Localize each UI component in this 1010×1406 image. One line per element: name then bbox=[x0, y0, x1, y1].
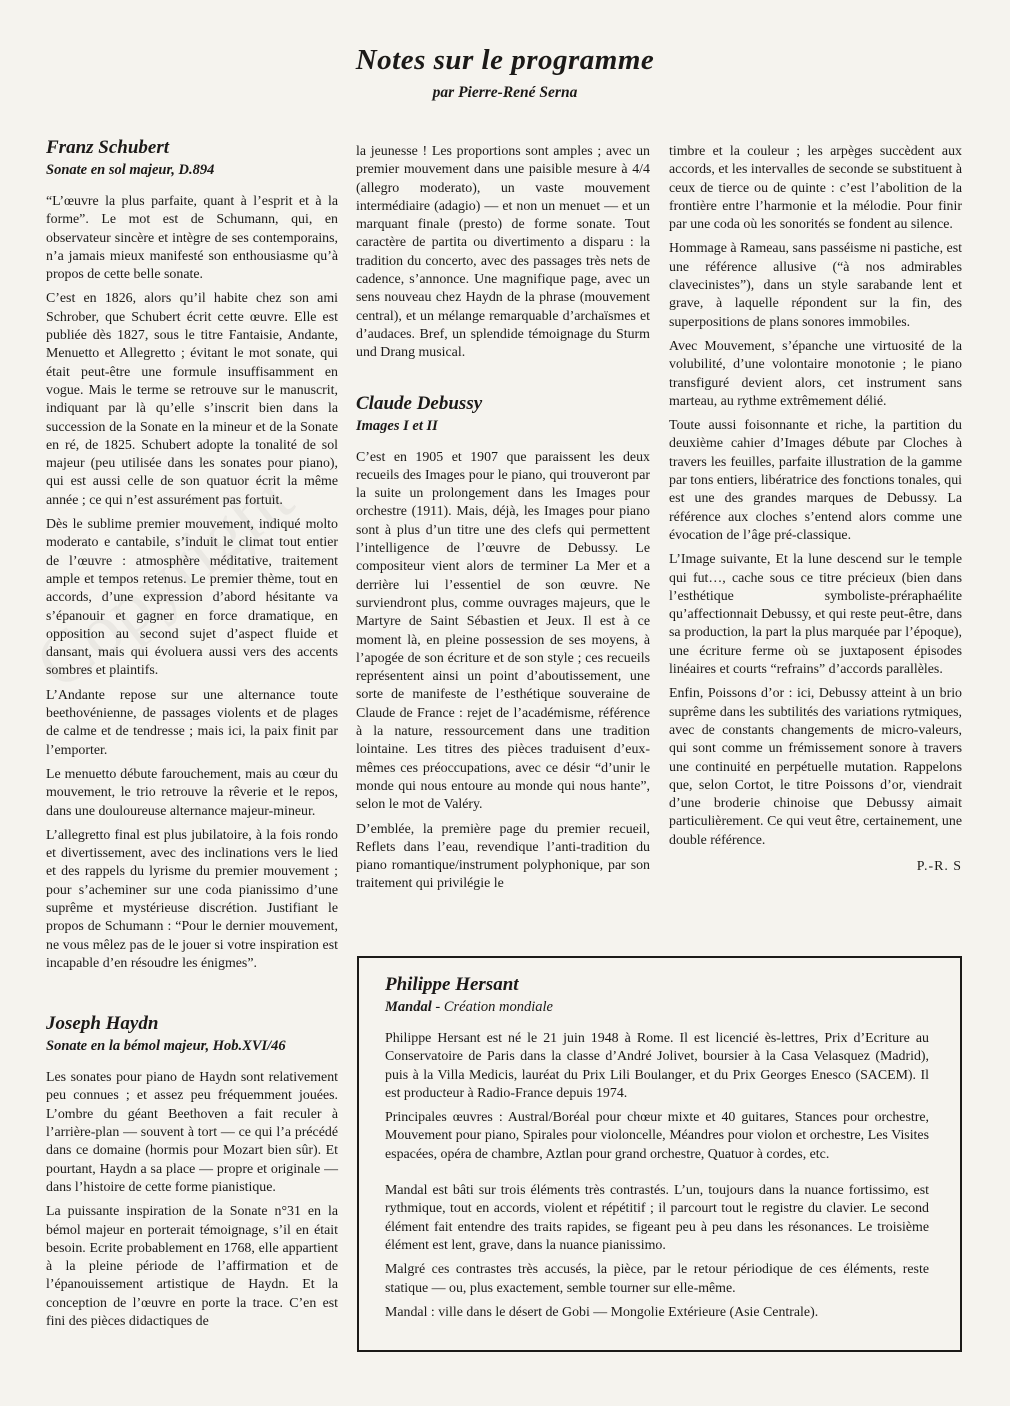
debussy-paragraph-3: timbre et la couleur ; les arpèges succèdent aux accords, et les intervalles de seconde se substituent à ceux de tierce ou de quinte : c’est l’abolition de la frontière entre l’harmonie et la mélodie. Pour finir par une coda où les sonorités se fondent au silence. bbox=[669, 144, 962, 233]
haydn-heading: Joseph Haydn bbox=[46, 1013, 159, 1035]
schubert-paragraph-4: L’Andante repose sur une alternance toute beethovénienne, de passages violents et de plages de calme et de tendresse ; mais ici, la paix finit par l’emporter. bbox=[46, 687, 338, 758]
schubert-paragraph-1: “L’œuvre la plus parfaite, quant à l’esprit et à la forme”. Le mot est de Schumann, qui, en observateur sincère et intègre de ses contemporains, n’a jamais mieux manifesté son enthousiasme qu’à propos de cette belle sonate. bbox=[46, 194, 338, 283]
hersant-work-title: Mandal bbox=[385, 999, 432, 1015]
schubert-paragraph-6: L’allegretto final est plus jubilatoire, à la fois rondo et divertissement, avec des inclinations vers le lied et des rappels du lyrisme du premier mouvement ; pour s’acheminer sur une coda pianissimo d’une suprême et mystérieuse discrétion. Justifiant le propos de Schumann : “Pour le dernier mouvement, ne vous mêlez pas de le jouer si votre inspiration est incapable d’en résoudre les énigmes”. bbox=[46, 827, 338, 971]
schubert-heading: Franz Schubert bbox=[46, 137, 170, 158]
debussy-paragraph-6: Toute aussi foisonnante et riche, la partition du deuxième cahier d’Images débute par Cloches à travers les feuilles, parfaite illustration de la gamme par tons entiers, libératrice des fonctions tonales, qui est une des grandes marques de Debussy. La référence aux cloches s’entend alors comme une évocation de l’âge pré-classique. bbox=[669, 418, 962, 543]
debussy-paragraph-2: D’emblée, la première page du premier recueil, Reflets dans l’eau, revendique l’anti-tradition du piano romantique/instrument polyphonique, par son traitement qui privilégie le bbox=[356, 821, 650, 892]
column-3 bbox=[669, 143, 962, 876]
debussy-paragraph-7: L’Image suivante, Et la lune descend sur le temple qui fut…, cache sous ce titre précieux (bien dans l’esthétique symboliste-préraphaélite qu’affectionnait Debussy, et qui reste peut-être, dans sa production, la part la plus marquée par l’époque), une écriture ferme où se juxtaposent épisodes linéaires et courts “refrains” d’accords parallèles. bbox=[669, 552, 962, 678]
page-title: Notes sur le programme bbox=[355, 44, 655, 76]
haydn-work: Sonate en la bémol majeur, Hob.XVI/46 bbox=[46, 1038, 286, 1055]
haydn-paragraph-2: La puissante inspiration de la Sonate n°31 en la bémol majeur en porterait témoignage, s’il en était besoin. Ecrite probablement en 1768, elle appartient à la pleine période de l’affirmation et de l’épanouissement artistique de Haydn. Et la conception de l’œuvre en porte la trace. C’en est fini des pièces didactiques de bbox=[46, 1204, 338, 1330]
hersant-paragraph-5: Mandal : ville dans le désert de Gobi — Mongolie Extérieure (Asie Centrale). bbox=[385, 1304, 819, 1320]
schubert-work: Sonate en sol majeur, D.894 bbox=[46, 162, 215, 178]
hersant-work-subtitle: - Création mondiale bbox=[431, 999, 553, 1015]
debussy-paragraph-1: C’est en 1905 et 1907 que paraissent les deux recueils des Images pour le piano, qui trouveront par la suite un prolongement dans les Images pour orchestre (1911). Mais, déjà, les Images pour piano sont à plus d’un titre une des clefs qui permettent l’intelligence de l’œuvre de Debussy. Le compositeur vient alors de terminer La Mer et a derrière lui l’essentiel de son œuvre. Ne surviendront plus, comme ouvrages majeurs, que le Martyre de Saint Sébastien et Jeux. Il est à ce moment là, en pleine possession de ses moyens, à l’apogée de son écriture et de son style ; ces recueils représentent ainsi un point d’aboutissement, une sorte de manifeste de l’esthétique souveraine de Claude de France : rejet de l’académisme, référence à la nature, ressourcement dans une tradition lointaine. Les titres des pièces traduisent d’eux-mêmes ces préoccupations, avec ce désir “d’unir le monde qui nous entoure au monde qui nous hante”, selon le mot de Valéry. bbox=[356, 449, 650, 813]
debussy-heading: Claude Debussy bbox=[356, 392, 483, 414]
hersant-work bbox=[385, 998, 929, 1016]
hersant-box-content bbox=[385, 974, 929, 1328]
hersant-box bbox=[357, 956, 962, 1352]
hersant-paragraph-3: Mandal est bâti sur trois éléments très contrastés. L’un, toujours dans la nuance fortissimo, est rythmique, tout en accords, violent et répétitif ; il parcourt tout le registre du clavier. Le second élément fait entendre des traits rapides, se figeant peu à peu dans les résonances. Le troisième élément est lent, grave, dans la nuance pianissimo. bbox=[385, 1183, 929, 1253]
hersant-paragraph-1: Philippe Hersant est né le 21 juin 1948 à Rome. Il est licencié ès-lettres, Prix d’Ecriture au Conservatoire de Paris dans la classe d’André Jolivet, boursier à la Casa Velasquez (Madrid), puis à la Villa Medicis, lauréat du Prix Lili Boulanger, et du Prix Georges Enesco (SACEM). Il est producteur à Radio-France depuis 1974. bbox=[385, 1031, 929, 1101]
hersant-paragraph-4: Malgré ces contrastes très accusés, la pièce, par le retour périodique de ces éléments, reste statique — ou, plus exactement, semble tourner sur elle-même. bbox=[385, 1262, 929, 1296]
haydn-paragraph-1: Les sonates pour piano de Haydn sont relativement peu connues ; et assez peu fréquemment jouées. L’ombre du géant Beethoven a fait reculer à l’arrière-plan — souvent à tort — ce qui l’a précédé dans ce domaine (hormis pour Mozart bien sûr). Et pourtant, Haydn a sa place — propre et originale — dans l’histoire de cette forme pianistique. bbox=[46, 1070, 338, 1195]
column-1 bbox=[46, 137, 338, 1337]
schubert-paragraph-5: Le menuetto débute farouchement, mais au cœur du mouvement, le trio retrouve la rêverie et le repos, dans une douloureuse alternance majeur-mineur. bbox=[46, 766, 338, 819]
debussy-paragraph-4: Hommage à Rameau, sans passéisme ni pastiche, est une référence allusive (“à nos admirables clavecinistes”), dans un style sarabande lent et grave, à laquelle répondent sur la fin, des superpositions de plans sonores immobiles. bbox=[669, 241, 962, 330]
hersant-paragraph-2: Principales œuvres : Austral/Boréal pour chœur mixte et 40 guitares, Stances pour orchestre, Mouvement pour piano, Spirales pour violoncelle, Méandres pour violon et orchestre, Les Visites espacées, opéra de chambre, Aztlan pour grand orchestre, Quatuor à cordes, etc. bbox=[385, 1110, 929, 1162]
column-2 bbox=[356, 143, 650, 900]
debussy-paragraph-5: Avec Mouvement, s’épanche une virtuosité de la volubilité, d’une volontaire monotonie ; le piano transfiguré devient alors, cet instrument sans marteau, au rythme extrêmement délié. bbox=[669, 338, 962, 409]
debussy-paragraph-8: Enfin, Poissons d’or : ici, Debussy atteint à un brio suprême dans les subtilités des variations rytmiques, avec de constants changements de micro-valeurs, qui sont comme un frémissement sonore à travers une continuité en perpétuelle mutation. Rappelons que, selon Cortot, le titre Poissons d’or, viendrait d’une broderie chinoise que Debussy aimait particulièrement. Ce qui veut être, certainement, une double référence. bbox=[669, 686, 962, 848]
schubert-paragraph-2: C’est en 1826, alors qu’il habite chez son ami Schrober, que Schubert écrit cette œuvre. Elle est publiée dès 1827, sous le titre Fantaisie, Andante, Menuetto et Allegretto ; évitant le mot sonate, qui était peut-être une formule insuffisamment en vogue. Mais le terme se retrouve sur le manuscrit, indiquant par là qu’elle s’inscrit bien dans la succession de la Sonate en la mineur et de la Sonate en ré, de 1825. Schubert adopte la tonalité de sol majeur (peu utilisée dans les sonates pour piano), qui est aussi celle de son quatuor écrit la même année ; ce qui n’est assurément pas fortuit. bbox=[46, 291, 338, 508]
author-signature: P.-R. S bbox=[916, 858, 962, 874]
haydn-paragraph-3: la jeunesse ! Les proportions sont amples ; avec un premier mouvement dans une paisible mesure à 4/4 (allegro moderato), un vaste mouvement intermédiaire (adagio) — et non un menuet — et un marquant finale (presto) de forme sonate. Tout caractère de partita ou divertimento a disparu : la tradition du concerto, avec des passages très nets de cadence, s’annonce. Une magnifique page, avec un sens nouveau chez Haydn de la phrase (mouvement central), et un mélange remarquable d’archaïsmes et d’audaces. Bref, un splendide témoignage du Sturm und Drang musical. bbox=[356, 144, 650, 361]
hersant-heading: Philippe Hersant bbox=[385, 974, 519, 995]
page-author: par Pierre-René Serna bbox=[432, 84, 578, 101]
schubert-paragraph-3: Dès le sublime premier mouvement, indiqué molto moderato e cantabile, s’induit le climat tout entier de l’œuvre : atmosphère méditative, traitement ample et tempos retenus. Le premier thème, tout en accords, d’une expression d’abord hésitante va s’épanouir et gagner en force dramatique, en opposition au second sujet d’aspect fluide et dansant, mais qui évoluera aussi vers des accents sombres et plaintifs. bbox=[46, 517, 338, 679]
debussy-work: Images I et II bbox=[356, 417, 438, 434]
